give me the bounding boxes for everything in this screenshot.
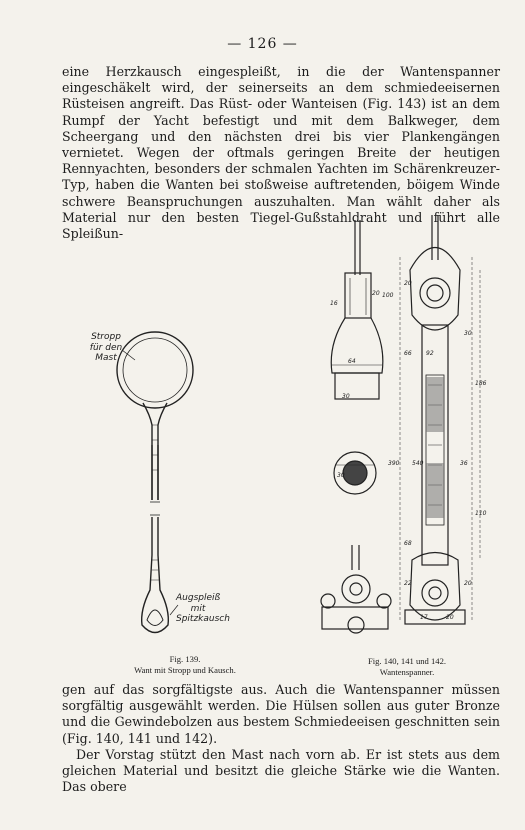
dim-label: 22 [404, 580, 412, 587]
dim-label: 186 [475, 380, 487, 387]
fig-140-caption-text: Wantenspanner. [379, 667, 435, 677]
dim-label: 20 [372, 290, 380, 297]
dim-label: 540 [412, 460, 424, 467]
dim-label: 30 [342, 393, 350, 400]
dim-label: 16 [330, 300, 338, 307]
body-paragraph-3: Der Vorstag stützt den Mast nach vorn ab. Er ist stets aus dem gleichen Material und besitzt die gleiche Stärke wie die Wanten. Das obere [62, 747, 500, 795]
augspleiss [142, 555, 169, 633]
spitzkausch [147, 610, 163, 626]
figure-area [60, 215, 505, 680]
dim-label: 390 [388, 460, 400, 467]
body-paragraph-2: gen auf das sorgfältigste aus. Auch die Wantenspanner müssen sorgfältig ausgewählt werden. Die Hülsen sollen aus guter Bronze und die Gewindebolzen aus bestem Schmiedeeisen geschnitten sein (Fig. 140, 141 und 142). [62, 682, 500, 746]
dim-label: 66 [404, 350, 412, 357]
dim-label: 68 [404, 540, 412, 547]
fig-141-clevis [321, 545, 391, 633]
figures-drawing [60, 215, 505, 680]
dim-label: 100 [382, 292, 394, 299]
dim-label: 20 [404, 280, 412, 287]
dim-label: 20 [464, 580, 472, 587]
dim-label: 20 [446, 614, 454, 621]
page-number: — 126 — [227, 36, 298, 52]
body-paragraph-1: eine Herzkausch eingespleißt, in die der Wantenspanner eingeschäkelt wird, der seinerseits an dem schmiedeeisernen Rüsteisen angreift. Das Rüst- oder Wanteisen (Fig. 143) ist an dem Rumpf der Yacht befestigt und mit dem Balkweger, dem Scheergang und den nächsten drei bis vier Plankengängen vernietet. Wegen der oftmals geringen Breite der heutigen Rennyachten, besonders der schmalen Yachten im Schärenkreuzer-Typ, haben die Wanten bei stoßweise auftretenden, böigem Winde schwere Beanspruchungen auszuhalten. Man wählt daher als Material nur den besten Tiegel-Gußstahldraht und führt alle Spleißun- [62, 64, 500, 242]
dim-label: 64 [348, 358, 356, 365]
fig-139-caption [100, 654, 270, 676]
fig-139-label-augspleiss: Augspleiß mit Spitzkausch [176, 593, 230, 624]
dim-label: 36 [460, 460, 468, 467]
dim-label: 92 [426, 350, 434, 357]
fig-140-caption [322, 656, 492, 678]
fig-139-caption-text: Want mit Stropp und Kausch. [134, 665, 236, 675]
fig-142-turnbuckle [400, 215, 480, 624]
dim-label: 17 [420, 614, 428, 621]
dimension-labels [330, 280, 487, 621]
fig-139-caption-number: Fig. 139. [169, 654, 201, 664]
dim-label: 30 [464, 330, 472, 337]
dim-label: 30 [337, 472, 345, 479]
fig-139-want [117, 332, 193, 633]
stropp-loop [117, 332, 193, 408]
fig-140-caption-number: Fig. 140, 141 und 142. [367, 656, 447, 666]
dim-label: 110 [475, 510, 487, 517]
fig-140-shackle [331, 220, 383, 399]
fig-139-label-stropp: Stropp für den Mast [89, 332, 123, 363]
stropp-splice [143, 403, 167, 500]
